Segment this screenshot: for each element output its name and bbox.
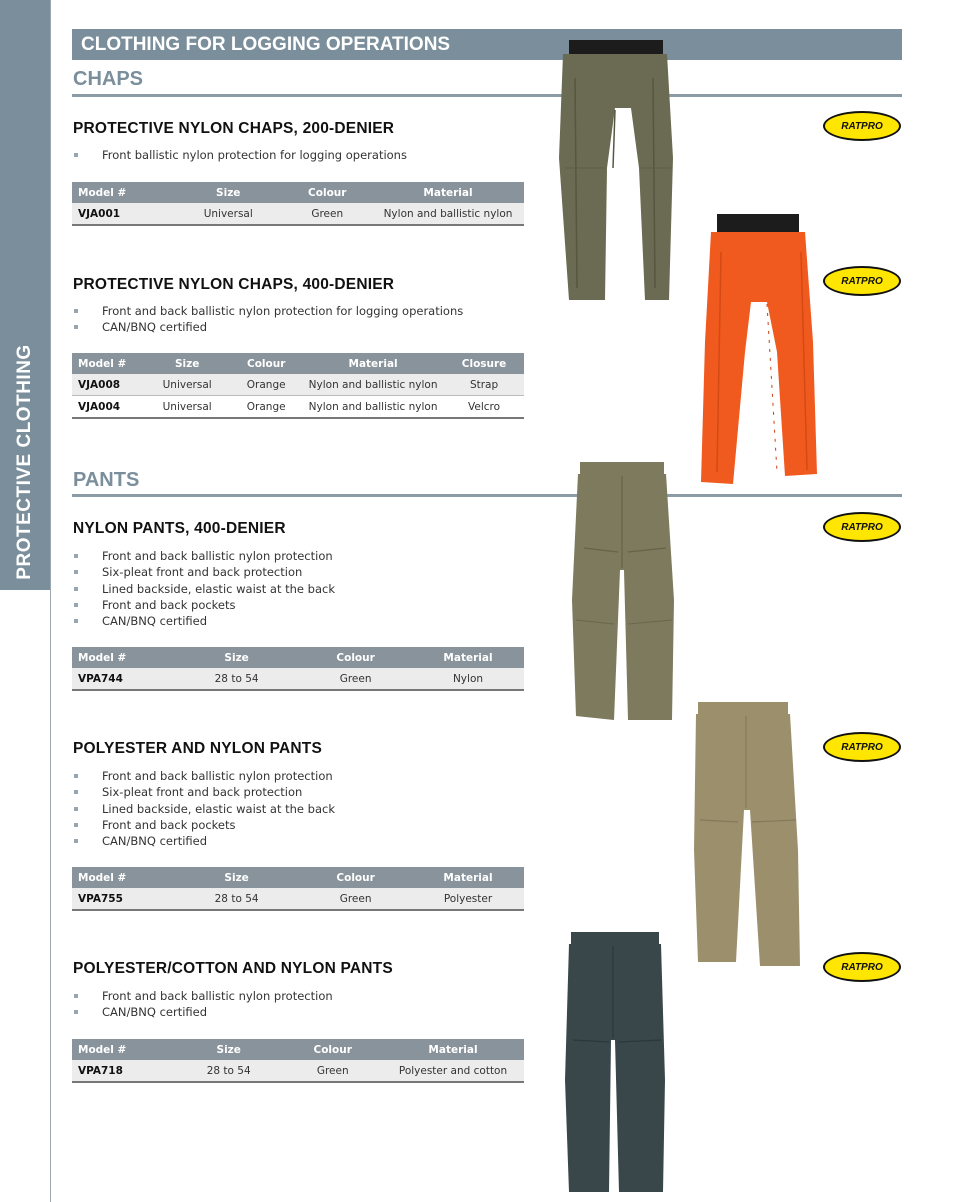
side-tab-label: PROTECTIVE CLOTHING bbox=[14, 344, 35, 580]
model-cell: VPA744 bbox=[72, 668, 174, 690]
feature-item: Front ballistic nylon protection for logging operations bbox=[73, 147, 407, 163]
column-header: Size bbox=[144, 353, 230, 374]
table-cell: Orange bbox=[230, 374, 302, 396]
table-cell: 28 to 54 bbox=[174, 888, 299, 910]
page-title: CLOTHING FOR LOGGING OPERATIONS bbox=[81, 34, 451, 55]
column-header: Size bbox=[174, 1039, 283, 1060]
column-header: Model # bbox=[72, 353, 144, 374]
model-cell: VJA004 bbox=[72, 396, 144, 419]
table-cell: 28 to 54 bbox=[174, 1060, 283, 1082]
feature-item: Front and back ballistic nylon protection bbox=[73, 768, 335, 784]
column-header: Colour bbox=[283, 1039, 382, 1060]
table-cell: 28 to 54 bbox=[174, 668, 299, 690]
brand-logo: RATPRO bbox=[823, 732, 901, 762]
model-cell: VJA001 bbox=[72, 203, 174, 225]
spec-table bbox=[72, 867, 524, 911]
feature-item: Front and back pockets bbox=[73, 817, 335, 833]
brand-logo: RATPRO bbox=[823, 952, 901, 982]
column-header: Model # bbox=[72, 867, 174, 888]
column-header: Model # bbox=[72, 647, 174, 668]
column-header: Model # bbox=[72, 1039, 174, 1060]
feature-item: CAN/BNQ certified bbox=[73, 319, 463, 335]
spec-table bbox=[72, 647, 524, 691]
table-row bbox=[72, 1060, 524, 1082]
product-title: NYLON PANTS, 400-DENIER bbox=[73, 520, 286, 537]
model-cell: VJA008 bbox=[72, 374, 144, 396]
feature-item: Front and back ballistic nylon protection for logging operations bbox=[73, 303, 463, 319]
feature-item: Six-pleat front and back protection bbox=[73, 784, 335, 800]
column-header: Material bbox=[302, 353, 444, 374]
column-header: Size bbox=[174, 647, 299, 668]
table-cell: Nylon and ballistic nylon bbox=[372, 203, 524, 225]
table-cell: Green bbox=[299, 668, 412, 690]
table-cell: Strap bbox=[444, 374, 524, 396]
side-divider bbox=[50, 0, 51, 1202]
feature-item: Front and back ballistic nylon protection bbox=[73, 548, 335, 564]
green-chaps-image bbox=[555, 38, 680, 303]
spec-table bbox=[72, 182, 524, 226]
column-header: Colour bbox=[282, 182, 372, 203]
table-cell: Polyester and cotton bbox=[382, 1060, 524, 1082]
brand-logo: RATPRO bbox=[823, 512, 901, 542]
orange-chaps-image bbox=[697, 212, 822, 487]
table-cell: Nylon bbox=[412, 668, 524, 690]
table-cell: Green bbox=[283, 1060, 382, 1082]
feature-item: CAN/BNQ certified bbox=[73, 1004, 333, 1020]
table-row bbox=[72, 374, 524, 396]
section-title-pants: PANTS bbox=[73, 469, 140, 491]
table-cell: Green bbox=[299, 888, 412, 910]
feature-item: CAN/BNQ certified bbox=[73, 833, 335, 849]
product-title: PROTECTIVE NYLON CHAPS, 400-DENIER bbox=[73, 276, 395, 293]
column-header: Closure bbox=[444, 353, 524, 374]
polyester-cotton-pants-image bbox=[565, 930, 670, 1195]
column-header: Material bbox=[412, 867, 524, 888]
section-rule bbox=[72, 94, 902, 97]
feature-item: Lined backside, elastic waist at the back bbox=[73, 801, 335, 817]
table-cell: Universal bbox=[174, 203, 282, 225]
table-header-row bbox=[72, 1039, 524, 1060]
table-header-row bbox=[72, 647, 524, 668]
table-cell: Universal bbox=[144, 396, 230, 419]
section-title-chaps: CHAPS bbox=[73, 68, 144, 90]
table-cell: Polyester bbox=[412, 888, 524, 910]
product-title: POLYESTER/COTTON AND NYLON PANTS bbox=[73, 960, 393, 977]
table-cell: Orange bbox=[230, 396, 302, 419]
table-cell: Green bbox=[282, 203, 372, 225]
column-header: Size bbox=[174, 867, 299, 888]
section-rule bbox=[72, 494, 902, 497]
table-row bbox=[72, 203, 524, 225]
polyester-pants-image bbox=[692, 700, 807, 970]
column-header: Material bbox=[372, 182, 524, 203]
product-title: PROTECTIVE NYLON CHAPS, 200-DENIER bbox=[73, 120, 395, 137]
table-row bbox=[72, 888, 524, 910]
feature-item: Six-pleat front and back protection bbox=[73, 564, 335, 580]
model-cell: VPA718 bbox=[72, 1060, 174, 1082]
header-banner bbox=[72, 29, 902, 60]
table-row bbox=[72, 668, 524, 690]
feature-item: CAN/BNQ certified bbox=[73, 613, 335, 629]
feature-item: Lined backside, elastic waist at the back bbox=[73, 581, 335, 597]
nylon-pants-image bbox=[570, 460, 680, 725]
brand-logo: RATPRO bbox=[823, 111, 901, 141]
column-header: Model # bbox=[72, 182, 174, 203]
product-title: POLYESTER AND NYLON PANTS bbox=[73, 740, 323, 757]
column-header: Material bbox=[412, 647, 524, 668]
model-cell: VPA755 bbox=[72, 888, 174, 910]
feature-list bbox=[73, 768, 335, 849]
feature-list bbox=[73, 147, 407, 163]
column-header: Colour bbox=[230, 353, 302, 374]
table-header-row bbox=[72, 867, 524, 888]
table-header-row bbox=[72, 353, 524, 374]
spec-table bbox=[72, 1039, 524, 1083]
feature-list bbox=[73, 303, 463, 336]
table-cell: Universal bbox=[144, 374, 230, 396]
feature-item: Front and back ballistic nylon protection bbox=[73, 988, 333, 1004]
table-cell: Nylon and ballistic nylon bbox=[302, 374, 444, 396]
feature-list bbox=[73, 988, 333, 1021]
feature-item: Front and back pockets bbox=[73, 597, 335, 613]
column-header: Size bbox=[174, 182, 282, 203]
column-header: Colour bbox=[299, 867, 412, 888]
column-header: Colour bbox=[299, 647, 412, 668]
table-header-row bbox=[72, 182, 524, 203]
table-row bbox=[72, 396, 524, 419]
table-cell: Velcro bbox=[444, 396, 524, 419]
brand-logo: RATPRO bbox=[823, 266, 901, 296]
column-header: Material bbox=[382, 1039, 524, 1060]
table-cell: Nylon and ballistic nylon bbox=[302, 396, 444, 419]
spec-table bbox=[72, 353, 524, 419]
feature-list bbox=[73, 548, 335, 629]
